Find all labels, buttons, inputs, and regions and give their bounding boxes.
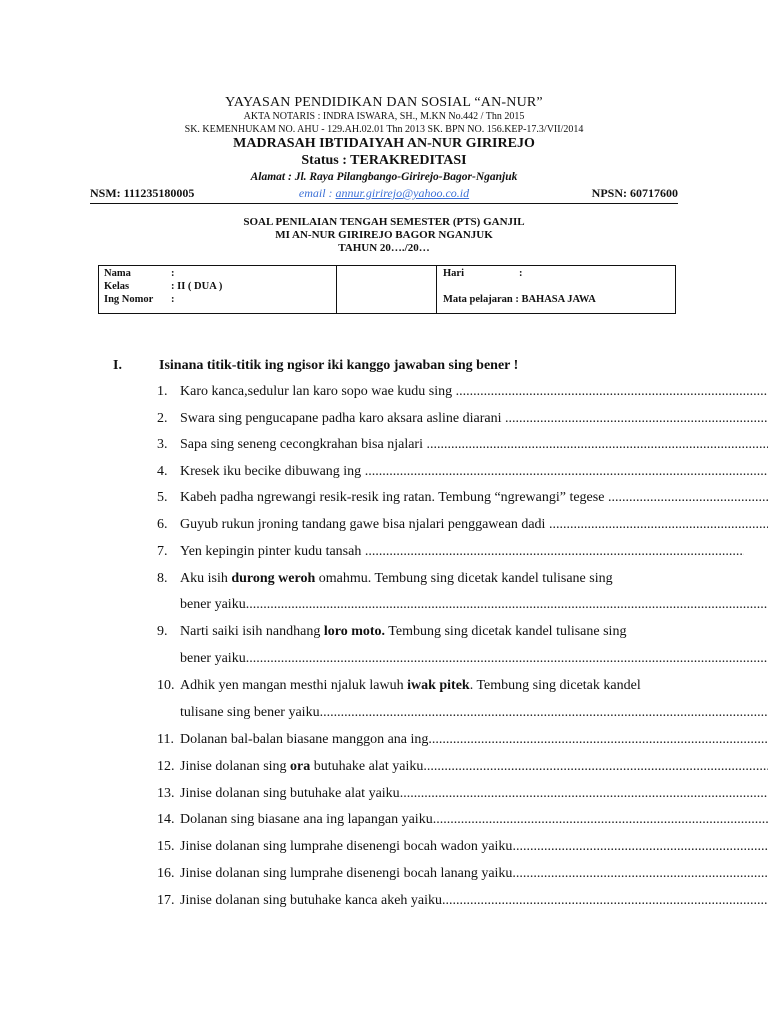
answer-blank[interactable]: [456, 384, 768, 399]
header-divider: [90, 203, 678, 204]
email-label: email :: [298, 186, 336, 200]
question-continuation: tulisane sing bener yaiku .....: [180, 705, 768, 721]
student-info-box: [98, 265, 676, 314]
question-continuation: bener yaiku .....: [180, 651, 768, 667]
name-label: Nama: [104, 268, 131, 279]
question-item: 2. Swara sing pengucapane padha karo aksara asline diarani .....: [157, 411, 768, 427]
email-line: [90, 186, 678, 201]
question-item: 8. Aku isih durong weroh omahmu. Tembung sing dicetak kandel tulisane sing: [157, 571, 613, 586]
exam-title: SOAL PENILAIAN TENGAH SEMESTER (PTS) GANJIL: [243, 216, 525, 228]
question-item: 17. Jinise dolanan sing butuhake kanca akeh yaiku .....: [157, 893, 768, 909]
foundation-name: YAYASAN PENDIDIKAN DAN SOSIAL “AN-NUR”: [225, 95, 543, 110]
school-address: Alamat : Jl. Raya Pilangbango-Girirejo-Bagor-Nganjuk: [250, 171, 518, 183]
subject-label: Mata pelajaran : BAHASA JAWA: [443, 294, 596, 305]
bold-term: loro moto.: [323, 624, 386, 639]
question-item: 16. Jinise dolanan sing lumprahe disenengi bocah lanang yaiku .....: [157, 866, 768, 882]
answer-blank[interactable]: [608, 490, 768, 505]
school-name: MADRASAH IBTIDAIYAH AN-NUR GIRIREJO: [233, 136, 535, 151]
bold-term: iwak pitek: [407, 678, 470, 693]
question-item: 9. Narti saiki isih nandhang loro moto. Tembung sing dicetak kandel tulisane sing: [157, 624, 627, 639]
section-instruction: Isinana titik-titik ing ngisor iki kanggo jawaban sing bener !: [159, 358, 519, 373]
exam-year: TAHUN 20…./20…: [338, 242, 430, 254]
section-number: I.: [113, 358, 122, 373]
answer-blank[interactable]: [246, 651, 768, 666]
number-label: Ing Nomor: [104, 294, 154, 305]
question-item: 12. Jinise dolanan sing ora butuhake alat yaiku .....: [157, 759, 768, 775]
answer-blank[interactable]: [246, 597, 768, 612]
question-item: 5. Kabeh padha ngrewangi resik-resik ing ratan. Tembung “ngrewangi” tegese .....: [157, 490, 768, 506]
answer-blank[interactable]: [423, 759, 768, 774]
answer-blank[interactable]: [365, 544, 744, 559]
decree-line: SK. KEMENHUKAM NO. AHU - 129.AH.02.01 Thn 2013 SK. BPN NO. 156.KEP-17.3/VII/2014: [184, 124, 584, 135]
bold-term: ora: [290, 759, 311, 774]
answer-blank[interactable]: [505, 411, 768, 426]
question-item: 3. Sapa sing seneng cecongkrahan bisa njalari .....: [157, 437, 768, 453]
question-item: 15. Jinise dolanan sing lumprahe disenengi bocah wadon yaiku .....: [157, 839, 768, 855]
box-divider: [436, 266, 437, 313]
accreditation-status: Status : TERAKREDITASI: [301, 153, 467, 168]
nsm-number: NSM: 111235180005: [90, 186, 195, 200]
class-value: : II ( DUA ): [171, 281, 223, 292]
answer-blank[interactable]: [320, 705, 768, 720]
bold-term: durong weroh: [231, 571, 316, 586]
name-colon: :: [171, 268, 175, 279]
npsn-number: NPSN: 60717600: [591, 186, 678, 200]
answer-blank[interactable]: [549, 517, 768, 532]
question-item: 10. Adhik yen mangan mesthi njaluk lawuh iwak pitek. Tembung sing dicetak kandel: [157, 678, 641, 693]
question-item: 14. Dolanan sing biasane ana ing lapangan yaiku .....: [157, 812, 768, 828]
question-item: 6. Guyub rukun jroning tandang gawe bisa njalari penggawean dadi .....: [157, 517, 768, 533]
question-item: 4. Kresek iku becike dibuwang ing .....: [157, 464, 768, 480]
answer-blank[interactable]: [442, 893, 768, 908]
question-item: 13. Jinise dolanan sing butuhake alat yaiku .....: [157, 786, 768, 802]
exam-school: MI AN-NUR GIRIREJO BAGOR NGANJUK: [275, 229, 493, 241]
day-colon: :: [519, 268, 523, 279]
answer-blank[interactable]: [426, 437, 768, 452]
answer-blank[interactable]: [365, 464, 768, 479]
answer-blank[interactable]: [428, 732, 768, 747]
answer-blank[interactable]: [433, 812, 768, 827]
answer-blank[interactable]: [512, 839, 768, 854]
answer-blank[interactable]: [400, 786, 768, 801]
question-item: 1. Karo kanca,sedulur lan karo sopo wae kudu sing .....: [157, 384, 768, 400]
notary-deed: AKTA NOTARIS : INDRA ISWARA, SH., M.KN No.442 / Thn 2015: [243, 111, 525, 122]
box-divider: [336, 266, 337, 313]
question-item: 7. Yen kepingin pinter kudu tansah .....: [157, 544, 744, 560]
question-item: 11. Dolanan bal-balan biasane manggon ana ing .....: [157, 732, 768, 748]
class-label: Kelas: [104, 281, 130, 292]
day-label: Hari: [443, 268, 464, 279]
number-colon: :: [171, 294, 175, 305]
answer-blank[interactable]: [512, 866, 768, 881]
email-link[interactable]: annur.girirejo@yahoo.co.id: [335, 186, 470, 200]
question-continuation: bener yaiku .....: [180, 597, 768, 613]
